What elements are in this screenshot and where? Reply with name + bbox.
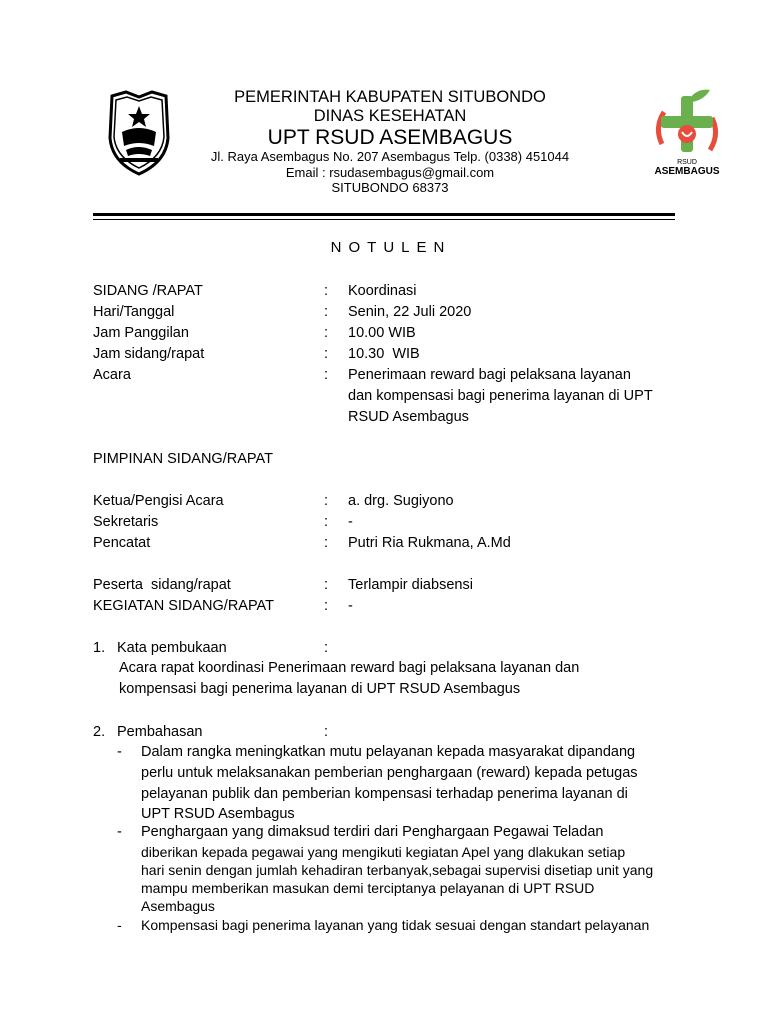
bullet-dash: - xyxy=(117,917,122,933)
bullet1-line3: pelayanan publik dan pemberian kompensasi terhadap penerima layanan di xyxy=(141,786,628,802)
section1-text-line1: Acara rapat koordinasi Penerimaan reward bagi pelaksana layanan dan xyxy=(119,660,580,676)
field-value-call-time: 10.00 WIB xyxy=(348,325,416,341)
pimpinan-value-sekretaris: - xyxy=(348,514,353,530)
field-colon: : xyxy=(324,346,329,362)
field-colon: : xyxy=(324,493,329,509)
field-value-date: Senin, 22 Juli 2020 xyxy=(348,304,472,320)
section1-colon: : xyxy=(324,640,329,656)
header-divider-thick xyxy=(93,213,675,216)
field-colon: : xyxy=(324,367,329,383)
header-government: PEMERINTAH KABUPATEN SITUBONDO xyxy=(234,88,546,106)
field-colon: : xyxy=(324,514,329,530)
bullet1-line4: UPT RSUD Asembagus xyxy=(141,806,295,822)
bullet2-line5: Asembagus xyxy=(141,898,215,914)
rsud-asembagus-logo xyxy=(650,84,724,180)
pimpinan-label-ketua: Ketua/Pengisi Acara xyxy=(93,493,224,509)
bullet-dash: - xyxy=(117,824,122,840)
pimpinan-value-ketua: a. drg. Sugiyono xyxy=(348,493,454,509)
pimpinan-label-pencatat: Pencatat xyxy=(93,535,151,551)
bullet-dash: - xyxy=(117,744,122,760)
field-colon: : xyxy=(324,283,329,299)
header-divider-thin xyxy=(93,219,675,220)
section2-colon: : xyxy=(324,724,329,740)
pimpinan-heading: PIMPINAN SIDANG/RAPAT xyxy=(93,451,273,467)
section2-number: 2. xyxy=(93,724,106,740)
field-label-call-time: Jam Panggilan xyxy=(93,325,189,341)
section1-number: 1. xyxy=(93,640,106,656)
field-colon: : xyxy=(324,325,329,341)
bullet2-line4: mampu memberikan masukan demi terciptanya pelayanan di UPT RSUD xyxy=(141,880,595,896)
regency-seal-logo xyxy=(106,88,172,176)
section1-text-line2: kompensasi bagi penerima layanan di UPT RSUD Asembagus xyxy=(119,681,521,697)
field-colon: : xyxy=(324,598,329,614)
bullet3-line1: Kompensasi bagi penerima layanan yang tidak sesuai dengan standart pelayanan xyxy=(141,917,650,933)
header-address: Jl. Raya Asembagus No. 207 Asembagus Telp. (0338) 451044 xyxy=(210,149,570,164)
field-colon: : xyxy=(324,535,329,551)
field-label-meeting-time: Jam sidang/rapat xyxy=(93,346,205,362)
field-label-date: Hari/Tanggal xyxy=(93,304,175,320)
logo-rsud-text: RSUD xyxy=(677,159,697,166)
header-city: SITUBONDO 68373 xyxy=(331,180,449,195)
section2-title: Pembahasan xyxy=(117,724,203,740)
bullet2-line1: Penghargaan yang dimaksud terdiri dari Penghargaan Pegawai Teladan xyxy=(141,824,604,840)
kegiatan-label: KEGIATAN SIDANG/RAPAT xyxy=(93,598,275,614)
field-value-agenda-line2: dan kompensasi bagi penerima layanan di UPT xyxy=(348,388,653,404)
field-value-agenda-line3: RSUD Asembagus xyxy=(348,409,469,425)
field-colon: : xyxy=(324,577,329,593)
bullet2-line2: diberikan kepada pegawai yang mengikuti kegiatan Apel yang dlakukan setiap xyxy=(141,844,626,860)
field-colon: : xyxy=(324,304,329,320)
bullet2-line3: hari senin dengan jumlah kehadiran terbanyak,sebagai supervisi disetiap unit yang xyxy=(141,862,654,878)
section1-title: Kata pembukaan xyxy=(117,640,227,656)
document-title: NOTULEN xyxy=(330,239,452,256)
bullet1-line1: Dalam rangka meningkatkan mutu pelayanan kepada masyarakat dipandang xyxy=(141,744,636,760)
pimpinan-label-sekretaris: Sekretaris xyxy=(93,514,159,530)
peserta-value: Terlampir diabsensi xyxy=(348,577,473,593)
kegiatan-value: - xyxy=(348,598,353,614)
header-email: Email : rsudasembagus@gmail.com xyxy=(285,165,495,180)
header-department: DINAS KESEHATAN xyxy=(313,107,467,125)
logo-asembagus-text: ASEMBAGUS xyxy=(654,166,720,177)
peserta-label: Peserta sidang/rapat xyxy=(93,577,231,593)
pimpinan-value-pencatat: Putri Ria Rukmana, A.Md xyxy=(348,535,511,551)
bullet1-line2: perlu untuk melaksanakan pemberian penghargaan (reward) kepada petugas xyxy=(141,765,638,781)
field-value-meeting-time: 10.30 WIB xyxy=(348,346,420,362)
header-institution: UPT RSUD ASEMBAGUS xyxy=(267,126,513,149)
field-label-agenda: Acara xyxy=(93,367,131,383)
field-label-sidang: SIDANG /RAPAT xyxy=(93,283,203,299)
field-value-agenda-line1: Penerimaan reward bagi pelaksana layanan xyxy=(348,367,631,383)
field-value-sidang: Koordinasi xyxy=(348,283,417,299)
